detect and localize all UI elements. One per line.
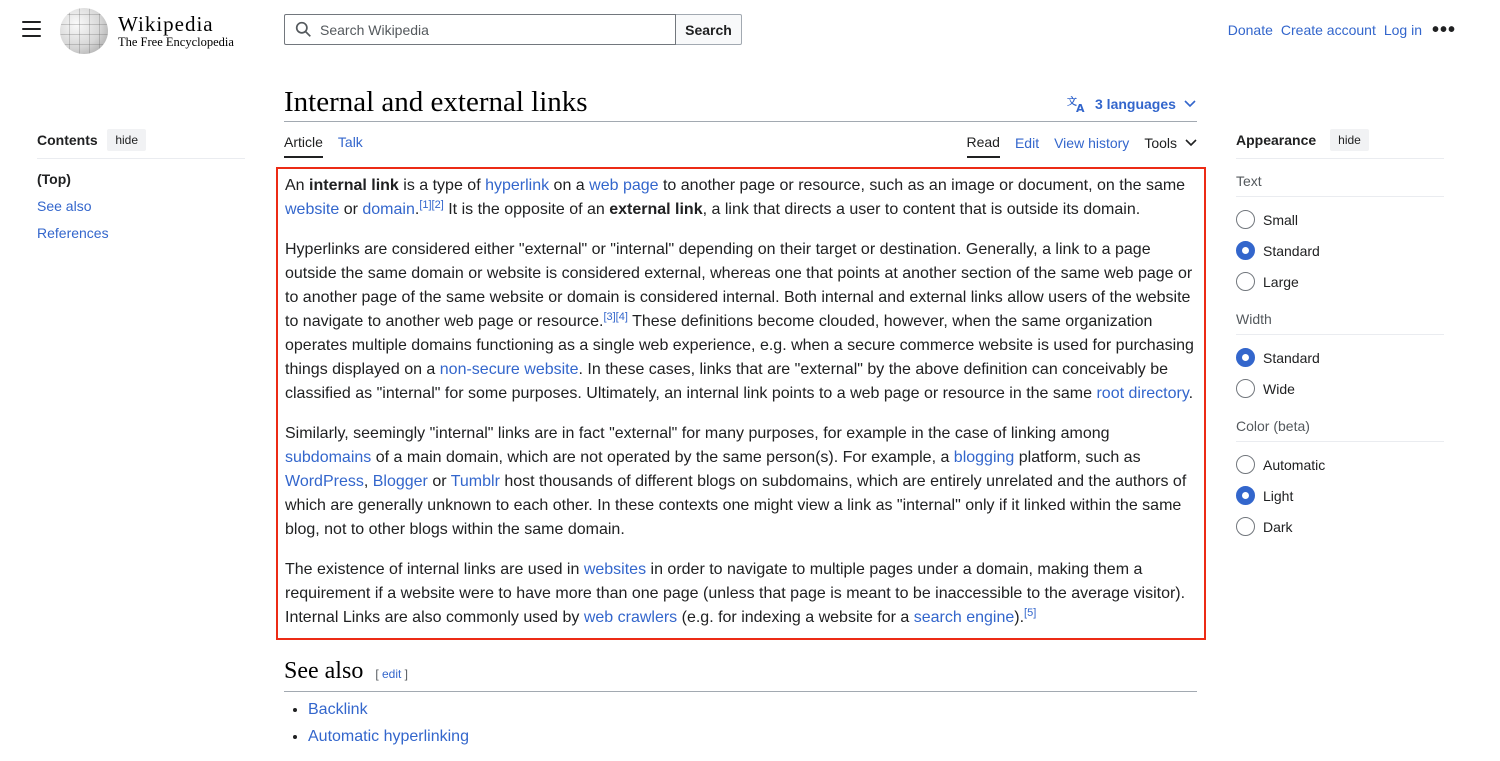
radio-option-large[interactable] <box>1236 266 1444 297</box>
radio-label: Automatic <box>1263 456 1326 473</box>
edit-bracket-open: [ <box>375 667 382 681</box>
paragraph-3 <box>285 422 1197 542</box>
wikipedia-logo[interactable] <box>60 8 234 54</box>
text-run: or <box>427 473 451 490</box>
see-also-list <box>308 698 469 752</box>
translate-icon <box>1067 95 1087 113</box>
citation-link[interactable]: [5] <box>1024 607 1037 619</box>
text-run: host thousands of different blogs on subdomains, which are entirely unrelated and the authors of which are generally unknown to each other. In these contexts one might view a link as "internal" only if it linked within the same blog, not to other blogs within the same domain. <box>285 473 1187 538</box>
radio-label: Light <box>1263 487 1294 504</box>
see-also-heading-row <box>284 658 408 685</box>
article-link[interactable]: domain <box>362 201 415 218</box>
article-link[interactable]: non-secure website <box>439 361 579 378</box>
toc-hide-button[interactable]: hide <box>107 129 146 151</box>
paragraph-2 <box>285 238 1197 406</box>
list-item <box>308 725 469 752</box>
languages-label: 3 languages <box>1095 96 1176 112</box>
citation-link[interactable]: [3] <box>603 311 616 323</box>
text-run: , <box>363 473 373 490</box>
radio-button[interactable] <box>1236 379 1255 398</box>
radio-button[interactable] <box>1236 455 1255 474</box>
article-link[interactable]: subdomains <box>285 449 372 466</box>
radio-label: Standard <box>1263 242 1320 259</box>
ellipsis-icon[interactable]: ••• <box>1431 19 1456 41</box>
appearance-section-label: Width <box>1236 297 1444 335</box>
radio-button[interactable] <box>1236 486 1255 505</box>
chevron-down-icon <box>1185 139 1197 147</box>
citation-link[interactable]: [4] <box>615 311 628 323</box>
text-run: , a link that directs a user to content that is outside its domain. <box>702 201 1141 218</box>
table-of-contents <box>37 129 245 252</box>
article-link[interactable]: blogging <box>953 449 1015 466</box>
toc-list <box>37 171 245 252</box>
appearance-panel <box>1236 129 1444 542</box>
logo-tagline: The Free Encyclopedia <box>118 35 234 49</box>
text-run: ). <box>1014 609 1025 626</box>
see-also-link-backlink[interactable]: Backlink <box>308 701 368 718</box>
radio-option-wide[interactable] <box>1236 373 1444 404</box>
radio-button[interactable] <box>1236 517 1255 536</box>
list-item <box>308 698 469 725</box>
text-run: Similarly, seemingly "internal" links are in fact "external" for many purposes, for example in the case of linking among <box>285 425 1110 442</box>
logo-wordmark <box>118 13 234 49</box>
appearance-title: Appearance <box>1236 132 1317 148</box>
radio-label: Standard <box>1263 349 1320 366</box>
text-run: It is the opposite of an <box>443 201 610 218</box>
article-link[interactable]: Tumblr <box>450 473 500 490</box>
text-run: or <box>339 201 363 218</box>
radio-option-standard[interactable] <box>1236 342 1444 373</box>
paragraph-4 <box>285 558 1197 630</box>
tab-read[interactable]: Read <box>967 134 1000 158</box>
radio-label: Dark <box>1263 518 1293 535</box>
radio-option-light[interactable] <box>1236 480 1444 511</box>
citation-link[interactable]: [2] <box>431 199 444 211</box>
tab-article[interactable]: Article <box>284 134 323 158</box>
title-divider <box>284 121 1197 122</box>
view-tabs <box>967 134 1198 158</box>
text-run: An <box>285 177 310 194</box>
edit-bracket-close: ] <box>401 667 409 681</box>
svg-text:文: 文 <box>1067 97 1077 108</box>
tab-talk[interactable]: Talk <box>337 134 363 150</box>
bold-term: internal link <box>309 177 399 194</box>
tab-edit[interactable]: Edit <box>1014 135 1040 151</box>
text-run: in order to navigate to multiple pages under a domain, making them a requirement if a website were to have more than one page (unless that page is meant to be inaccessible to the average visitor). Internal Links are also commonly used by <box>285 561 1186 626</box>
languages-button[interactable] <box>1067 95 1196 113</box>
text-run: . In these cases, links that are "external" by the above definition can conceivably be classified as "internal" for some purposes. Ultimately, an internal link points to a web page or resource in the same <box>285 361 1169 402</box>
radio-option-small[interactable] <box>1236 204 1444 235</box>
appearance-sections <box>1236 159 1444 542</box>
text-run: These definitions become clouded, however, when the same organization operates multiple domains functioning as a single web experience, e.g. when a secure commerce website is used for purchasing things displayed on a <box>285 313 1194 378</box>
tools-label: Tools <box>1144 135 1177 151</box>
article-link[interactable]: web page <box>589 177 659 194</box>
bold-term: external link <box>609 201 703 218</box>
radio-button[interactable] <box>1236 348 1255 367</box>
text-run: (e.g. for indexing a website for a <box>677 609 914 626</box>
article-link[interactable]: Blogger <box>372 473 428 490</box>
radio-label: Wide <box>1263 380 1295 397</box>
donate-link[interactable]: Donate <box>1227 22 1273 38</box>
appearance-section-label: Color (beta) <box>1236 404 1444 442</box>
create-account-link[interactable]: Create account <box>1280 22 1376 38</box>
search-form <box>284 14 742 45</box>
radio-label: Large <box>1263 273 1299 290</box>
section-edit <box>375 667 408 681</box>
toc-item-references[interactable]: References <box>37 225 109 241</box>
article-link[interactable]: search engine <box>913 609 1015 626</box>
page-title: Internal and external links <box>284 86 588 118</box>
article-link[interactable]: web crawlers <box>583 609 678 626</box>
radio-option-standard[interactable] <box>1236 235 1444 266</box>
see-also-heading: See also <box>284 658 364 684</box>
edit-section-link[interactable]: edit <box>381 667 402 681</box>
article-body-highlighted <box>276 167 1206 640</box>
text-run: is a type of <box>398 177 486 194</box>
toc-item-see-also[interactable]: See also <box>37 198 92 214</box>
search-input[interactable] <box>320 22 660 38</box>
appearance-hide-button[interactable]: hide <box>1330 129 1369 151</box>
radio-label: Small <box>1263 211 1299 228</box>
text-run: to another page or resource, such as an image or document, on the same <box>658 177 1186 194</box>
toc-title: Contents <box>37 132 98 148</box>
see-also-link-automatic-hyperlinking[interactable]: Automatic hyperlinking <box>308 728 469 745</box>
log-in-link[interactable]: Log in <box>1383 22 1422 38</box>
toc-item-top[interactable]: (Top) <box>37 171 71 187</box>
radio-button[interactable] <box>1236 272 1255 291</box>
text-run: Hyperlinks are considered either "external" or "internal" depending on their target or destination. Generally, a link to a page outside the same domain or website is considered external, whereas one that points at another section of the same web page or to another page of the same website or domain is considered internal. Both internal and external links allow users of the website to navigate to another web page or resource. <box>285 241 1193 330</box>
search-icon <box>295 21 312 38</box>
text-run: The existence of internal links are used in <box>285 561 584 578</box>
chevron-down-icon <box>1184 100 1196 108</box>
article-link[interactable]: WordPress <box>285 473 364 490</box>
appearance-header <box>1236 129 1444 159</box>
toc-header <box>37 129 245 159</box>
svg-text:A: A <box>1076 102 1085 113</box>
article-link[interactable]: websites <box>583 561 647 578</box>
radio-button[interactable] <box>1236 241 1255 260</box>
paragraph-1 <box>285 174 1197 222</box>
user-links <box>1228 22 1422 38</box>
logo-title: Wikipedia <box>118 12 214 36</box>
text-run: . <box>414 201 420 218</box>
text-run: platform, such as <box>1014 449 1141 466</box>
article-link[interactable]: hyperlink <box>485 177 550 194</box>
see-also-divider <box>284 691 1197 692</box>
citation-link[interactable]: [1] <box>419 199 432 211</box>
radio-group <box>1236 442 1444 542</box>
search-field[interactable] <box>284 14 676 45</box>
text-run: on a <box>549 177 590 194</box>
article-link[interactable]: website <box>285 201 340 218</box>
appearance-section-label: Text <box>1236 159 1444 197</box>
radio-option-dark[interactable] <box>1236 511 1444 542</box>
tools-dropdown[interactable] <box>1144 135 1197 157</box>
text-run: of a main domain, which are not operated by the same person(s). For example, a <box>371 449 954 466</box>
article-link[interactable]: root directory <box>1096 385 1189 402</box>
search-button[interactable]: Search <box>676 14 742 45</box>
radio-group <box>1236 335 1444 404</box>
namespace-tabs <box>284 134 363 158</box>
tab-view-history[interactable]: View history <box>1054 135 1130 151</box>
radio-group <box>1236 197 1444 297</box>
radio-button[interactable] <box>1236 210 1255 229</box>
radio-option-automatic[interactable] <box>1236 449 1444 480</box>
text-run: . <box>1188 385 1194 402</box>
hamburger-icon[interactable] <box>22 21 41 37</box>
wikipedia-globe-icon <box>60 8 108 54</box>
